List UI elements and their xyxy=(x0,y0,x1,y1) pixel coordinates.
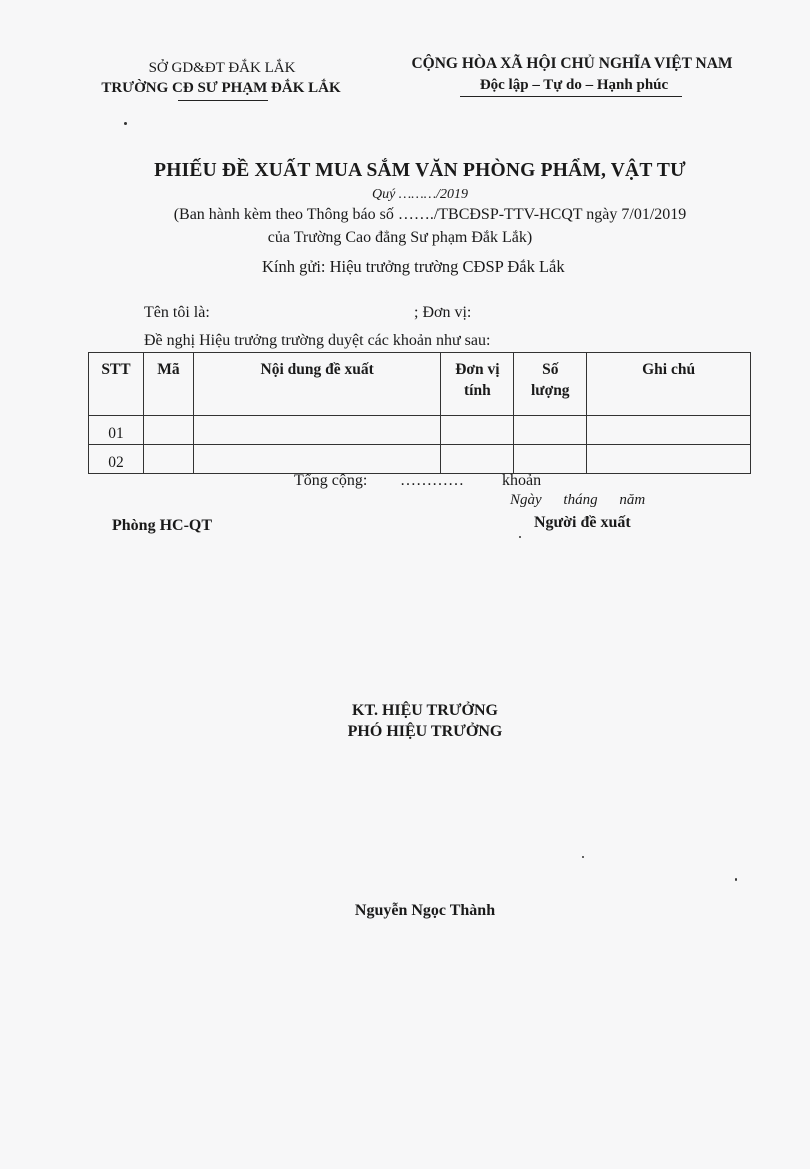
total-count: ………… xyxy=(400,472,464,489)
request-text: Đề nghị Hiệu trưởng trường duyệt các khoản như sau: xyxy=(144,332,491,349)
items-table xyxy=(88,352,751,474)
row-note-cell[interactable] xyxy=(587,416,751,445)
proposer-title: Người đề xuất xyxy=(534,514,631,531)
national-motto: Độc lập – Tự do – Hạnh phúc xyxy=(479,77,669,93)
table-row xyxy=(89,445,751,474)
approver-title-line1: KT. HIỆU TRƯỞNG xyxy=(352,702,498,719)
row-unit-cell[interactable] xyxy=(441,416,514,445)
header-quantity-line1: Số xyxy=(542,361,559,378)
name-label: Tên tôi là: xyxy=(144,304,210,321)
row-code-cell[interactable] xyxy=(143,416,193,445)
scan-speck xyxy=(582,856,584,858)
table-header-row xyxy=(89,353,751,416)
total-label: Tổng cộng: xyxy=(294,472,368,489)
header-code: Mã xyxy=(143,353,193,416)
header-content: Nội dung đề xuất xyxy=(193,353,441,416)
scan-speck xyxy=(124,122,127,125)
row-unit-cell[interactable] xyxy=(441,445,514,474)
republic-title: CỘNG HÒA XÃ HỘI CHỦ NGHĨA VIỆT NAM xyxy=(411,55,733,72)
header-unit xyxy=(441,353,514,416)
approver-name: Nguyễn Ngọc Thành xyxy=(354,902,496,919)
header-quantity xyxy=(514,353,587,416)
issued-note-line1: (Ban hành kèm theo Thông báo số ……./TBCĐSP-TTV-HCQT ngày 7/01/2019 xyxy=(173,206,687,223)
row-stt: 01 xyxy=(89,416,144,445)
scan-speck xyxy=(735,878,737,881)
row-content-cell[interactable] xyxy=(193,445,441,474)
header-quantity-line2: lượng xyxy=(531,382,570,399)
school-name: TRƯỜNG CĐ SƯ PHẠM ĐẮK LẮK xyxy=(101,80,341,96)
header-unit-line1: Đơn vị xyxy=(455,361,500,378)
row-code-cell[interactable] xyxy=(143,445,193,474)
row-quantity-cell[interactable] xyxy=(514,416,587,445)
approver-title-line2: PHÓ HIỆU TRƯỞNG xyxy=(347,723,503,740)
department-title: Phòng HC-QT xyxy=(112,517,213,534)
unit-label: ; Đơn vị: xyxy=(414,304,472,321)
row-stt: 02 xyxy=(89,445,144,474)
header-stt: STT xyxy=(89,353,144,416)
total-unit: khoản xyxy=(502,472,542,489)
form-title: PHIẾU ĐỀ XUẤT MUA SẮM VĂN PHÒNG PHẨM, VẬT TƯ xyxy=(154,160,686,181)
table-row xyxy=(89,416,751,445)
school-name-underline xyxy=(178,100,268,101)
header-note: Ghi chú xyxy=(587,353,751,416)
issued-note-line2: của Trường Cao đẳng Sư phạm Đắk Lắk) xyxy=(267,229,533,246)
date-line: Ngày tháng năm xyxy=(510,492,646,508)
row-note-cell[interactable] xyxy=(587,445,751,474)
header-unit-line2: tính xyxy=(464,382,491,399)
row-content-cell[interactable] xyxy=(193,416,441,445)
scan-speck xyxy=(519,536,521,538)
row-quantity-cell[interactable] xyxy=(514,445,587,474)
motto-underline xyxy=(460,96,682,97)
addressee: Kính gửi: Hiệu trưởng trường CĐSP Đắk Lắk xyxy=(262,257,565,276)
form-quarter: Quý ………/2019 xyxy=(371,187,469,202)
agency-name: SỞ GD&ĐT ĐẮK LẮK xyxy=(148,60,296,76)
